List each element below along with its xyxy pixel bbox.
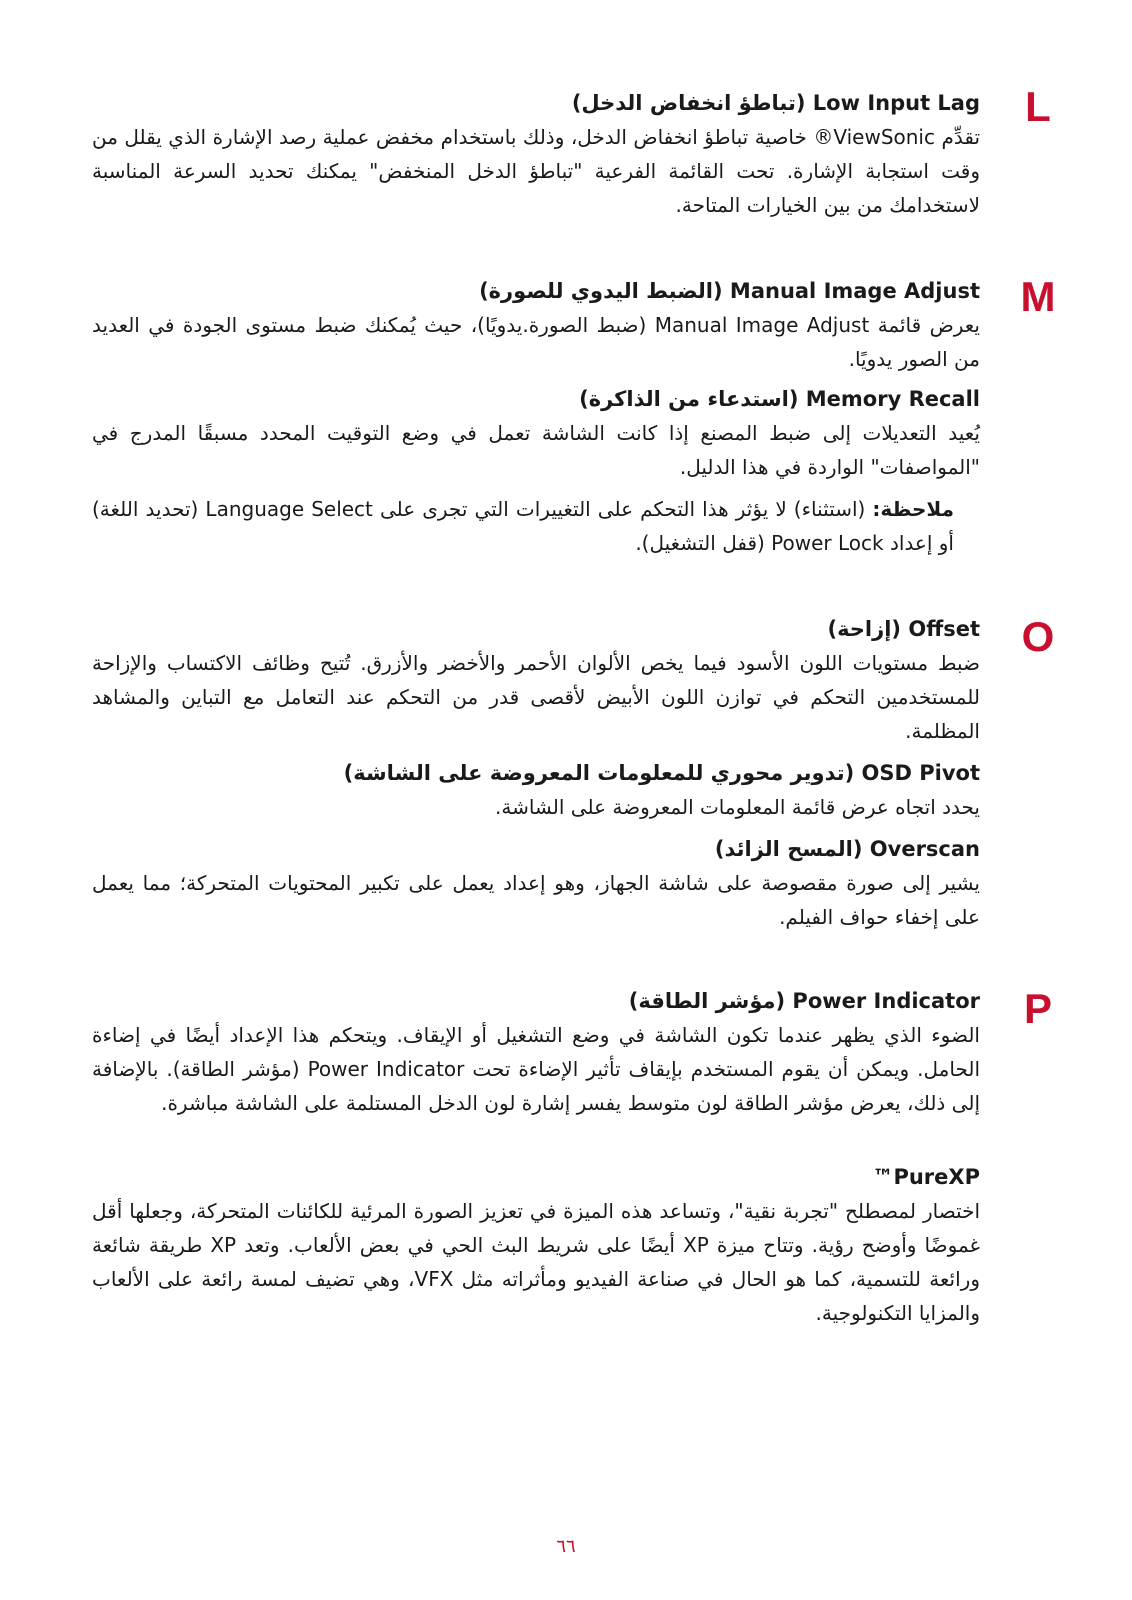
page-number: ٦٦ [556,1536,576,1557]
note-block [92,492,980,560]
entry-heading: OSD Pivot (تدوير محوري للمعلومات المعروضة على الشاشة) [343,761,980,785]
entry-low-input-lag [92,88,980,222]
note-body: (استثناء) لا يؤثر هذا التحكم على التغييرات التي تجرى على Language Select (تحديد اللغة) أو إعداد Power Lock (قفل التشغيل). [92,497,954,555]
entry-body: تقدِّم ViewSonic® خاصية تباطؤ انخفاض الدخل، وذلك باستخدام مخفض عملية رصد الإشارة الذي يقلل من وقت استجابة الإشارة. تحت القائمة الفرعية "تباطؤ الدخل المنخفض" يمكنك تحديد السرعة المناسبة لاستخدامك من بين الخيارات المتاحة. [92,125,981,217]
entry-body: يعرض قائمة Manual Image Adjust (ضبط الصورة.يدويًا)، حيث يُمكنك ضبط مستوى الجودة في العديد من الصور يدويًا. [92,313,981,371]
section-letter-p: P [1023,985,1052,1032]
entry-body: ضبط مستويات اللون الأسود فيما يخص الألوان الأحمر والأخضر والأزرق. تُتيح وظائف الاكتساب والإزاحة للمستخدمين التحكم في توازن اللون الأبيض لأقصى قدر من التحكم عند التعامل مع التباين والمشاهد المظلمة. [92,651,980,743]
entry-heading: Overscan (المسح الزائد) [714,837,980,861]
entry-heading: Manual Image Adjust (الضبط اليدوي للصورة) [479,279,980,303]
entry-manual-image-adjust [92,276,980,376]
note-text [92,492,980,560]
entry-heading: Low Input Lag (تباطؤ انخفاض الدخل) [571,91,980,115]
section-letter-m: M [1020,273,1056,320]
entry-heading: Power Indicator (مؤشر الطاقة) [628,989,980,1013]
entry-osd-pivot [92,758,980,824]
entry-body: اختصار لمصطلح "تجربة نقية"، وتساعد هذه الميزة في تعزيز الصورة المرئية للكائنات المتحركة، وجعلها أقل غموضًا وأوضح رؤية. وتتاح ميزة XP أيضًا على شريط البث الحي في بعض الألعاب. وتعد XP طريقة شائعة ورائعة للتسمية، كما هو الحال في صناعة الفيديو ومأثراته مثل VFX، وهي تضيف لمسة رائعة على الألعاب والمزايا التكنولوجية. [92,1199,980,1325]
entry-heading: PureXP™ [872,1165,980,1189]
entry-body: الضوء الذي يظهر عندما تكون الشاشة في وضع التشغيل أو الإيقاف. ويتحكم هذا الإعداد أيضًا في إضاءة الحامل. ويمكن أن يقوم المستخدم بإيقاف تأثير الإضاءة تحت Power Indicator (مؤشر الطاقة). بالإضافة إلى ذلك، يعرض مؤشر الطاقة لون متوسط يفسر إشارة لون الدخل المستلمة على الشاشة مباشرة. [92,1023,980,1115]
entry-overscan [92,834,980,934]
note-label: ملاحظة: [872,497,954,521]
entry-body: يحدد اتجاه عرض قائمة المعلومات المعروضة على الشاشة. [495,795,980,819]
section-letter-l: L [1025,83,1051,130]
entry-heading: Offset (إزاحة) [827,617,980,641]
entry-body: يُعيد التعديلات إلى ضبط المصنع إذا كانت الشاشة تعمل في وضع التوقيت المحدد مسبقًا المدرج في "المواصفات" الواردة في هذا الدليل. [92,421,980,479]
entry-offset [92,614,980,748]
entry-memory-recall [92,384,980,484]
entry-body: يشير إلى صورة مقصوصة على شاشة الجهاز، وهو إعداد يعمل على تكبير المحتويات المتحركة؛ مما يعمل على إخفاء حواف الفيلم. [92,871,980,929]
entry-power-indicator [92,986,980,1120]
section-letter-o: O [1021,613,1055,660]
entry-purexp [92,1162,980,1330]
entry-heading: Memory Recall (استدعاء من الذاكرة) [579,387,980,411]
